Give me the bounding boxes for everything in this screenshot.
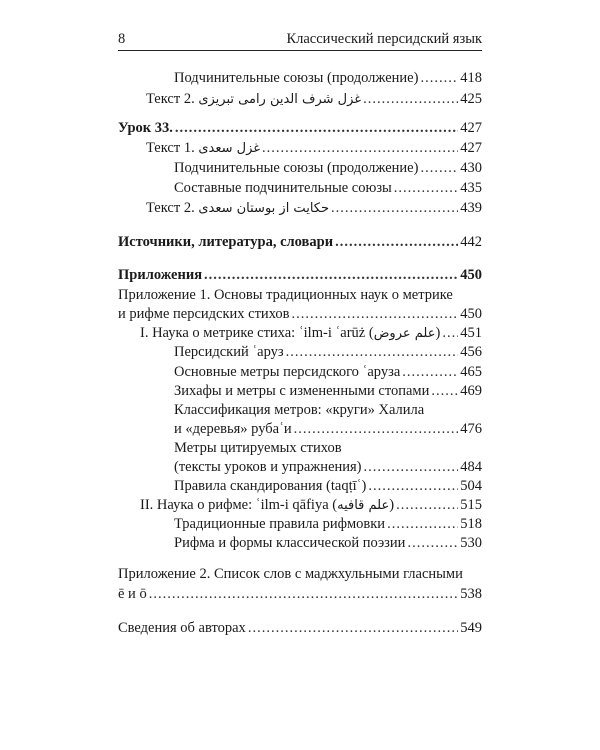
toc-entry: и рифме персидских стихов ..... 450 bbox=[118, 304, 482, 324]
toc-entry: Подчинительные союзы (продолжение) ..... 430 bbox=[118, 158, 482, 178]
toc-entry: Составные подчинительные союзы ..... 435 bbox=[118, 178, 482, 198]
running-title: Классический персидский язык bbox=[286, 31, 482, 47]
toc-entry: Текст 2. غزل شرف الدين رامى تبريزى ..... 425 bbox=[118, 89, 482, 109]
toc-entry: Приложение 2. Список слов с маджхульными гласными bbox=[118, 566, 463, 582]
running-header bbox=[118, 30, 482, 51]
toc-entry: Правила скандирования (taqṭīʿ) ..... 504 bbox=[118, 476, 482, 496]
toc-entry-lesson: Урок 33. ..... 427 bbox=[118, 118, 482, 138]
toc-entry: ē и ō ..... 538 bbox=[118, 584, 482, 604]
toc-entry: (тексты уроков и упражнения) ..... 484 bbox=[118, 457, 482, 477]
page-number: 8 bbox=[118, 31, 126, 47]
toc-entry: Основные метры персидского ʿаруза ..... 465 bbox=[118, 362, 482, 382]
toc-entry: Рифма и формы классической поэзии ..... 530 bbox=[118, 533, 482, 553]
toc-entry-sources: Источники, литература, словари ..... 442 bbox=[118, 232, 482, 252]
toc-entry: Приложение 1. Основы традиционных наук о метрике bbox=[118, 287, 453, 303]
toc-entry: Традиционные правила рифмовки ..... 518 bbox=[118, 514, 482, 534]
toc-entry-authors: Сведения об авторах ..... 549 bbox=[118, 618, 482, 638]
toc-entry: I. Наука о метрике стиха: ʿilm-i ʿarūż ( علم عروض ) ..... 451 bbox=[118, 323, 482, 343]
toc-entry: и «деревья» рубаʿи ..... 476 bbox=[118, 419, 482, 439]
toc-entry: Текст 1. غزل سعدى ..... 427 bbox=[118, 138, 482, 158]
toc-entry: Текст 2. حكايت از بوستان سعدى ..... 439 bbox=[118, 198, 482, 218]
toc-entry: Подчинительные союзы (продолжение) ..... 418 bbox=[118, 68, 482, 88]
toc-entry-appendices: Приложения ..... 450 bbox=[118, 265, 482, 285]
toc-entry: Зихафы и метры с измененными стопами ..... 469 bbox=[118, 381, 482, 401]
toc-entry: Персидский ʿаруз ..... 456 bbox=[118, 342, 482, 362]
toc-entry: Метры цитируемых стихов bbox=[174, 440, 342, 456]
toc-entry: II. Наука о рифме: ʿilm-i qāfiya ( علم قافيه ) ..... 515 bbox=[118, 495, 482, 515]
toc-entry: Классификация метров: «круги» Халила bbox=[174, 402, 425, 418]
